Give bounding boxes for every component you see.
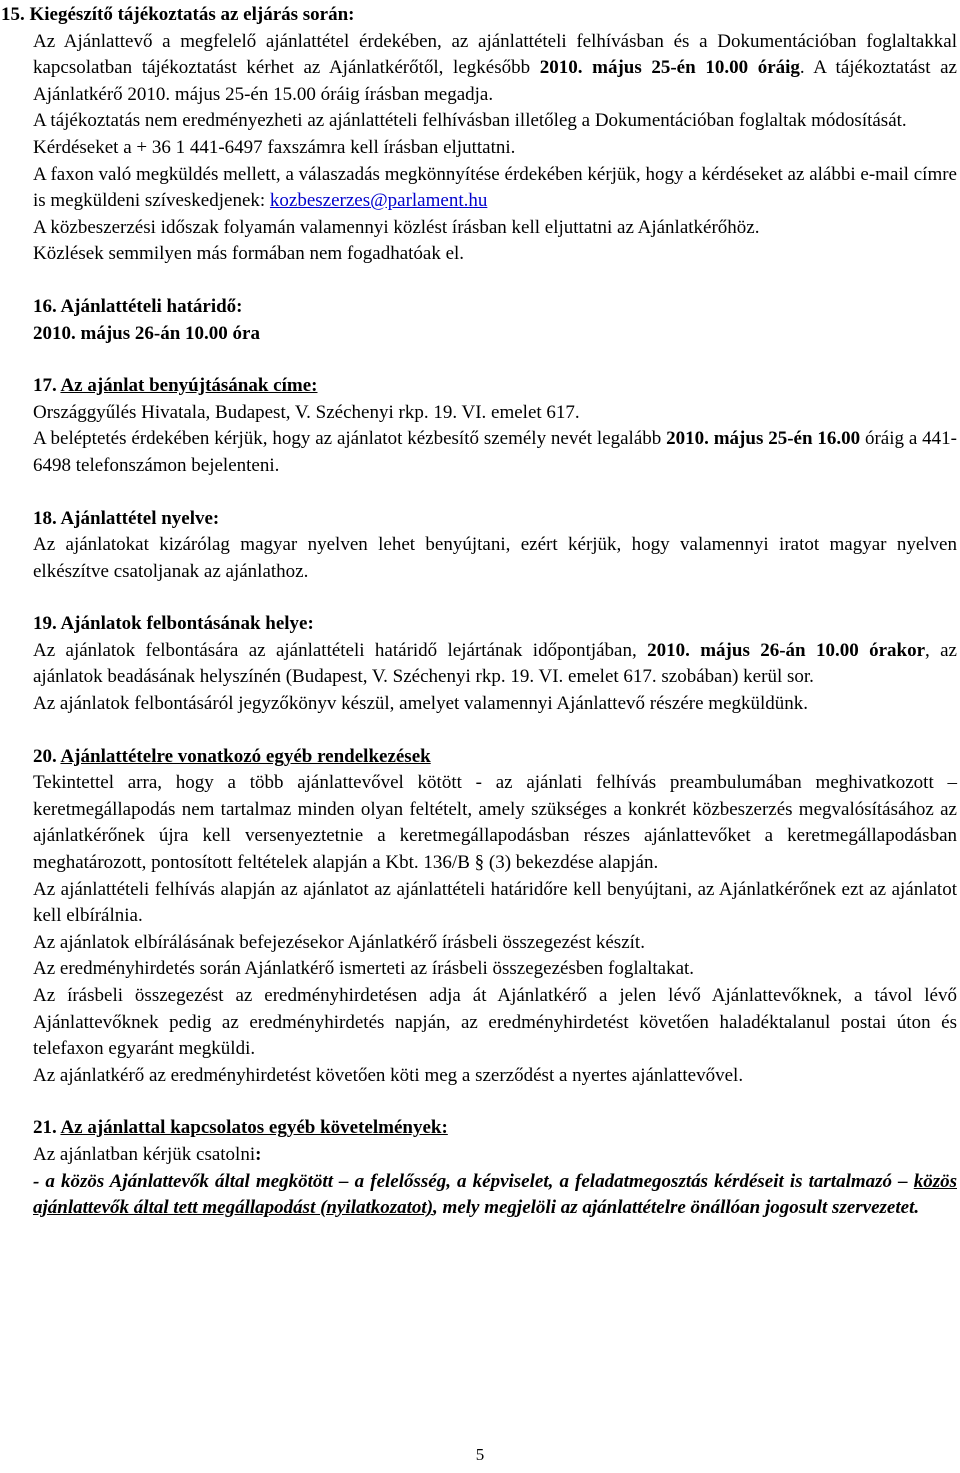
section-18-paragraph-1: Az ajánlatokat kizárólag magyar nyelven lehet benyújtani, ezért kérjük, hogy valamennyi iratot magyar nyelven elkészítve csatoljanak az ajánlathoz.	[33, 534, 957, 582]
section-15-paragraph-1	[33, 29, 957, 109]
section-16-number: 16.	[33, 295, 57, 317]
section-17-paragraph-2	[33, 426, 957, 479]
email-link[interactable]: kozbeszerzes@parlament.hu	[269, 190, 488, 212]
section-17-address: Országgyűlés Hivatala, Budapest, V. Széchenyi rkp. 19. VI. emelet 617.	[33, 401, 580, 423]
section-15-heading	[1, 2, 957, 29]
section-20-paragraph-3: Az ajánlatok elbírálásának befejezésekor Ajánlatkérő írásbeli összegezést készít.	[33, 931, 645, 953]
section-21-paragraph-2	[33, 1169, 957, 1222]
section-21-number: 21.	[33, 1117, 57, 1139]
section-15-paragraph-5: A közbeszerzési időszak folyamán valamennyi közlést írásban kell eljuttatni az Ajánlatkérőhöz.	[33, 216, 760, 238]
section-21-p1-colon: :	[255, 1143, 262, 1165]
section-20-p1-text: Tekintettel arra, hogy a több ajánlattevővel kötött - az ajánlati felhívás preambulumában meghivatkozott – keretmegállapodás nem tartalmaz minden olyan feltételt, amely szükséges a konkrét közbeszerzés megvalósításához az ajánlatkérőnek újra kell versenyeztetnie a keretmegállapodásban részes ajánlattevőket a keretmegállapodásban meghatározott, pontosított feltételek alapján a Kbt. 136/B	[33, 772, 957, 874]
section-16-heading	[33, 294, 957, 321]
section-sign-symbol: §	[474, 852, 485, 874]
section-17-heading	[33, 373, 957, 400]
section-16-deadline-value: 2010. május 26-án 10.00 óra	[33, 322, 260, 344]
section-15-title: Kiegészítő tájékoztatás az eljárás során:	[29, 4, 355, 25]
section-20-paragraph-1	[33, 770, 957, 876]
section-20-paragraph-6: Az ajánlatkérő az eredményhirdetést követően köti meg a szerződést a nyertes ajánlattevővel.	[33, 1064, 744, 1086]
section-21-p2-text: - a közös Ajánlattevők által megkötött – a felelősség, a képviselet, a feladatmegosztás kérdéseit is tartalmazó –	[33, 1170, 914, 1192]
section-19-heading	[33, 611, 957, 638]
section-15-paragraph-6: Közlések semmilyen más formában nem fogadhatóak el.	[33, 243, 465, 265]
section-21-paragraph-1	[33, 1142, 957, 1169]
section-21-p2-rest: , mely megjelöli az ajánlattételre önállóan jogosult szervezetet.	[433, 1197, 920, 1219]
section-21-p2-underlined: közös ajánlattevők által tett megállapodást (nyilatkozatot)	[33, 1170, 957, 1219]
section-18-number: 18.	[33, 507, 57, 529]
section-20-paragraph-2: Az ajánlattételi felhívás alapján az ajánlatot az ajánlattételi határidőre kell benyújtani, az Ajánlatkérőnek ezt az ajánlatot kell elbírálnia.	[33, 878, 957, 927]
section-19-number: 19.	[33, 613, 57, 635]
section-19-paragraph-1	[33, 638, 957, 691]
document-page	[1, 2, 957, 1222]
section-16-title: Ajánlattételi határidő:	[60, 295, 243, 317]
section-21-p1-text: Az ajánlatban kérjük csatolni	[33, 1143, 256, 1165]
section-18-title: Ajánlattétel nyelve:	[60, 507, 220, 529]
section-15-p1-rest: . A tájékoztatást az Ajánlatkérő 2010. május 25-én 15.00 óráig írásban megadja.	[33, 57, 957, 105]
section-20-paragraph-4: Az eredményhirdetés során Ajánlatkérő ismerteti az írásbeli összegezésben foglaltakat.	[33, 958, 695, 980]
section-15-p1-text: Az Ajánlattevő a megfelelő ajánlattétel érdekében, az ajánlattételi felhívásban és a Dokumentációban foglaltakkal kapcsolatban tájékoztatást kérhet az Ajánlatkérőtől, legkésőbb	[33, 30, 957, 79]
section-20-title: Ajánlattételre vonatkozó egyéb rendelkezések	[60, 745, 431, 767]
section-19-p1-text: Az ajánlatok felbontására az ajánlattételi határidő lejártának időpontjában,	[33, 639, 648, 661]
section-21-title: Az ajánlattal kapcsolatos egyéb követelmények:	[60, 1117, 448, 1139]
section-15-deadline: 2010. május 25-én 10.00 óráig	[539, 57, 800, 79]
section-15-paragraph-3: Kérdéseket a + 36 1 441-6497 faxszámra kell írásban eljuttatni.	[33, 136, 516, 158]
section-20-p1-rest: (3) bekezdése alapján.	[484, 852, 659, 874]
section-15-paragraph-4	[33, 162, 957, 215]
section-19-date: 2010. május 26-án 10.00 órakor	[647, 639, 925, 661]
section-17-p2-text: A beléptetés érdekében kérjük, hogy az ajánlatot kézbesítő személy nevét legalább	[33, 428, 667, 450]
section-19-title: Ajánlatok felbontásának helye:	[60, 613, 314, 635]
section-21-heading	[33, 1115, 957, 1142]
section-20-number: 20.	[33, 745, 57, 767]
section-20-heading	[33, 744, 957, 771]
section-17-date: 2010. május 25-én 16.00	[666, 428, 861, 450]
section-15-number: 15.	[1, 4, 25, 25]
section-17-title: Az ajánlat benyújtásának címe:	[60, 375, 318, 397]
section-17-p2-rest: óráig a 441-6498 telefonszámon bejelenteni.	[33, 428, 957, 476]
section-17-number: 17.	[33, 375, 57, 397]
section-19-p1-rest: , az ajánlatok beadásának helyszínén (Budapest, V. Széchenyi rkp. 19. VI. emelet 617. szobában) kerül sor.	[33, 639, 957, 688]
section-19-paragraph-2: Az ajánlatok felbontásáról jegyzőkönyv készül, amelyet valamennyi Ajánlattevő részére megküldünk.	[33, 693, 809, 715]
section-15-paragraph-2: A tájékoztatás nem eredményezheti az ajánlattételi felhívásban illetőleg a Dokumentációban foglaltak módosítását.	[33, 110, 907, 132]
section-20-paragraph-5: Az írásbeli összegezést az eredményhirdetésen adja át Ajánlatkérő a jelen lévő Ajánlattevőknek, a távol lévő Ajánlattevőknek pedig az eredményhirdetés napján, az eredményhirdetést követően haladéktalanul postai úton és telefaxon egyaránt megküldi.	[33, 985, 957, 1060]
section-15-p4-text: A faxon való megküldés mellett, a válaszadás megkönnyítése érdekében kérjük, hogy a kérdéseket az alábbi e-mail címre is megküldeni szíveskedjenek:	[33, 163, 957, 212]
page-number: 5	[475, 1445, 485, 1464]
section-18-heading	[33, 506, 957, 533]
